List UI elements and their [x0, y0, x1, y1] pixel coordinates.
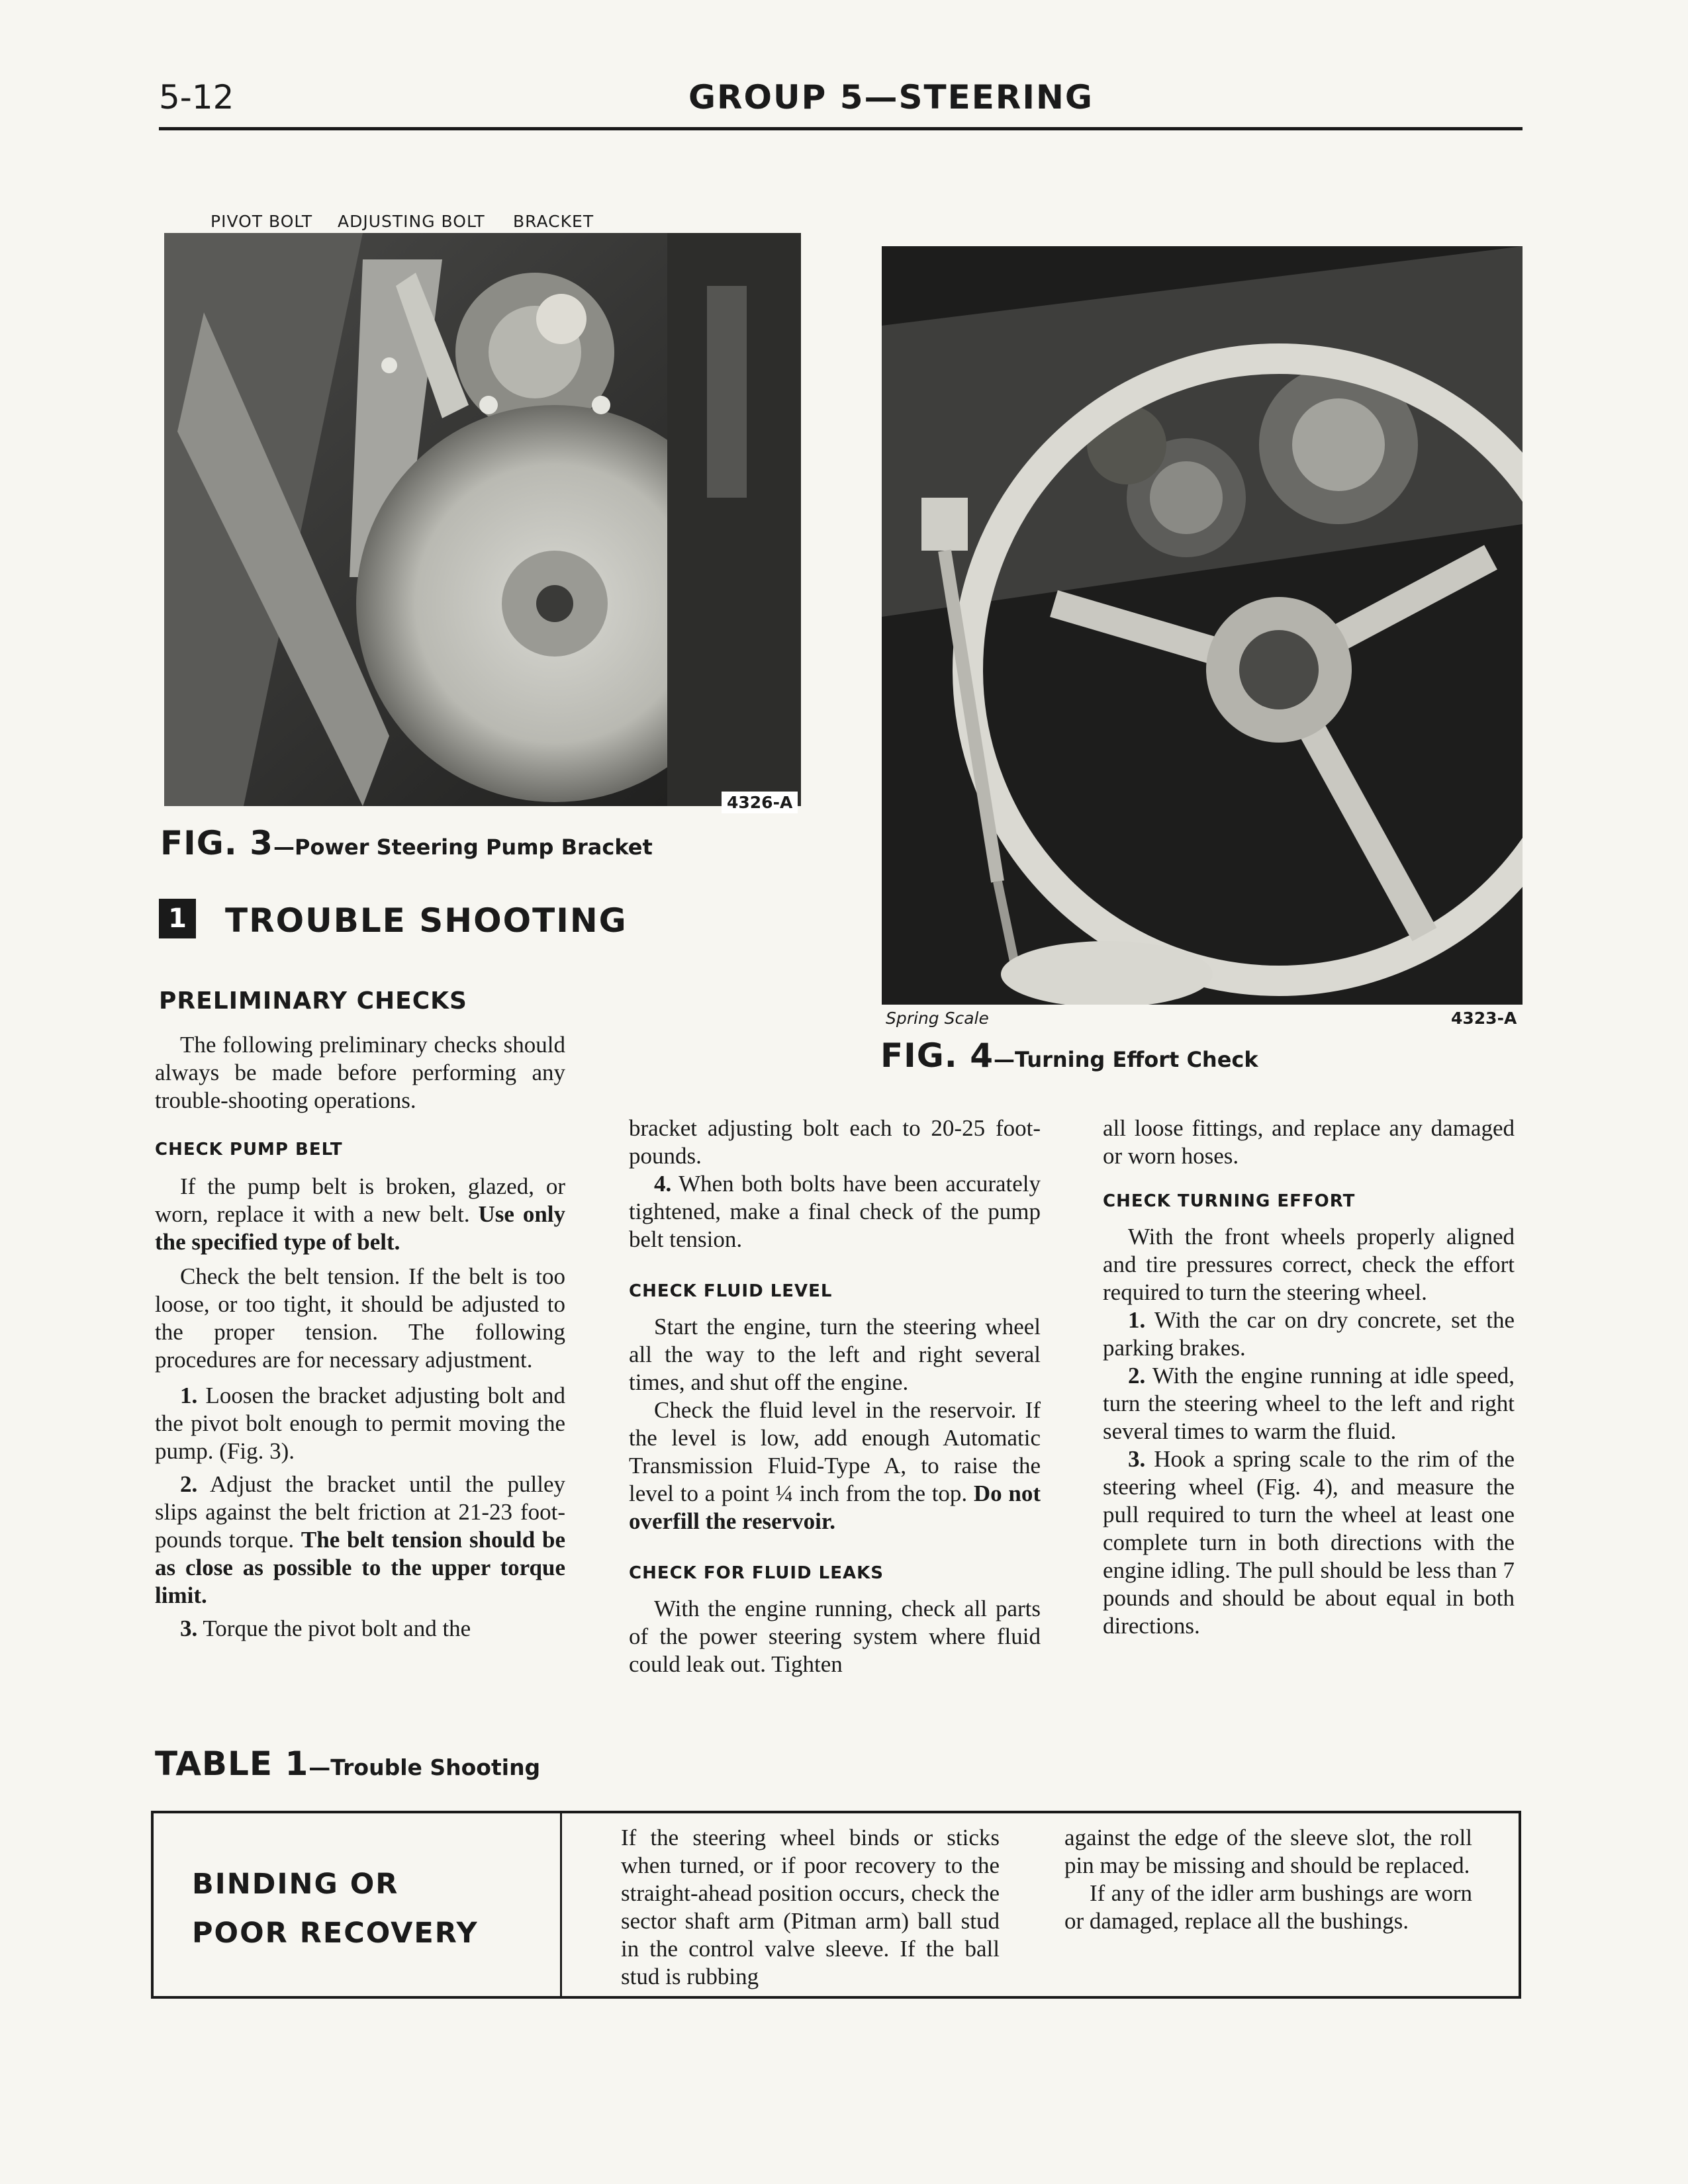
- table-cell-2: [1064, 1824, 1472, 1935]
- check-turning-effort-heading: CHECK TURNING EFFORT: [1103, 1191, 1356, 1211]
- callout-pivot-bolt: PIVOT BOLT: [211, 212, 313, 231]
- table-row-heading: [192, 1860, 479, 1958]
- table-cell-2-para-2: If any of the idler arm bushings are worn or damaged, replace all the bushings.: [1064, 1880, 1472, 1934]
- reservoir-emphasis: Do not overfill the reservoir.: [629, 1480, 1041, 1534]
- column-1-text: [155, 1031, 565, 1643]
- effort-step-1-text: With the car on dry concrete, set the parking brakes.: [1103, 1307, 1515, 1361]
- group-title: GROUP 5—STEERING: [688, 78, 1094, 116]
- check-fluid-level-heading: CHECK FLUID LEVEL: [629, 1281, 833, 1301]
- step-3-text: Torque the pivot bolt and the: [203, 1615, 471, 1641]
- step-2-paragraph: [155, 1471, 565, 1610]
- step-1-number: 1.: [180, 1383, 198, 1408]
- step-4-number: 4.: [654, 1171, 672, 1197]
- step-1-text: Loosen the bracket adjusting bolt and the pivot bolt enough to permit moving the pump. (Fig. 3).: [155, 1383, 565, 1464]
- step-1-paragraph: [155, 1382, 565, 1465]
- figure3-code: 4326-A: [722, 792, 798, 813]
- step-4-text: When both bolts have been accurately tightened, make a final check of the pump belt tension.: [629, 1171, 1041, 1252]
- callout-bracket: BRACKET: [513, 212, 594, 231]
- figure4-code: 4323-A: [1451, 1009, 1517, 1028]
- effort-step-2-text: With the engine running at idle speed, turn the steering wheel to the left and right several times to warm the fluid.: [1103, 1363, 1515, 1444]
- column-3-text: [1103, 1115, 1515, 1640]
- check-fluid-leaks-heading: CHECK FOR FLUID LEAKS: [629, 1563, 884, 1583]
- step-3-number: 3.: [180, 1615, 198, 1641]
- column-2-text: [629, 1115, 1041, 1678]
- step-3-paragraph: [155, 1615, 565, 1643]
- pump-belt-emphasis: Use only the specified type of belt.: [155, 1201, 566, 1255]
- step-2-number: 2.: [180, 1471, 198, 1497]
- figure3-title: —Power Steering Pump Bracket: [273, 835, 653, 860]
- belt-tension-paragraph: Check the belt tension. If the belt is too loose, or too tight, it should be adjusted to the proper tension. The following procedures are for necessary adjustment.: [155, 1263, 565, 1373]
- effort-step-2-number: 2.: [1128, 1363, 1146, 1388]
- fluid-leaks-paragraph: With the engine running, check all parts of the power steering system where fluid could leak out. Tighten: [629, 1596, 1041, 1677]
- table-column-divider: [560, 1811, 562, 1999]
- figure4-caption: [880, 1036, 1258, 1075]
- figure4-callout: Spring Scale: [886, 1009, 989, 1028]
- check-pump-belt-heading: CHECK PUMP BELT: [155, 1140, 343, 1160]
- pump-bracket-photo: [164, 233, 801, 806]
- header-rule: [159, 127, 1523, 130]
- table1-label: TABLE 1: [155, 1745, 309, 1783]
- reservoir-paragraph: [629, 1396, 1041, 1535]
- figure3-label: FIG. 3: [160, 824, 273, 862]
- figure4-title: —Turning Effort Check: [994, 1047, 1258, 1072]
- effort-step-1-number: 1.: [1128, 1307, 1146, 1333]
- fittings-continuation: all loose fittings, and replace any damaged or worn hoses.: [1103, 1115, 1515, 1169]
- preliminary-checks-heading: PRELIMINARY CHECKS: [159, 987, 467, 1015]
- row-heading-line-2: POOR RECOVERY: [192, 1917, 479, 1950]
- section-number-badge: 1: [159, 899, 196, 938]
- table-cell-1: If the steering wheel binds or sticks when turned, or if poor recovery to the straight-ahead position occurs, check the sector shaft arm (Pitman arm) ball stud in the control valve sleeve. If the ball stud is rubbing: [621, 1825, 1000, 1989]
- torque-continuation: bracket adjusting bolt each to 20-25 foot-pounds.: [629, 1115, 1041, 1169]
- figure4-label: FIG. 4: [880, 1036, 994, 1075]
- intro-paragraph: The following preliminary checks should always be made before performing any trouble-shooting operations.: [155, 1032, 565, 1113]
- figure3-caption: [160, 824, 653, 862]
- table1-caption: [155, 1745, 540, 1783]
- callout-adjusting-bolt: ADJUSTING BOLT: [338, 212, 485, 231]
- reservoir-text: Check the fluid level in the reservoir. If the level is low, add enough Automatic Transmission Fluid-Type A, to raise the level to a point ¼ inch from the top.: [629, 1397, 1041, 1506]
- step-2-emphasis: The belt tension should be as close as possible to the upper torque limit.: [155, 1527, 565, 1608]
- effort-step-3: [1103, 1445, 1515, 1640]
- fluid-level-paragraph: Start the engine, turn the steering wheel all the way to the left and right several times, and shut off the engine.: [629, 1314, 1041, 1395]
- step-2-text: Adjust the bracket until the pulley slips against the belt friction at 21-23 foot-pounds torque.: [155, 1471, 565, 1553]
- step-4-paragraph: [629, 1170, 1041, 1253]
- steering-wheel-photo: [882, 246, 1523, 1005]
- turning-effort-paragraph: With the front wheels properly aligned and tire pressures correct, check the effort required to turn the steering wheel.: [1103, 1224, 1515, 1305]
- section-title: TROUBLE SHOOTING: [225, 901, 628, 940]
- effort-step-2: [1103, 1362, 1515, 1445]
- page-number: 5-12: [159, 78, 234, 116]
- row-heading-line-1: BINDING OR: [192, 1868, 399, 1901]
- effort-step-3-number: 3.: [1128, 1446, 1146, 1472]
- table-cell-2-para-1: against the edge of the sleeve slot, the roll pin may be missing and should be replaced.: [1064, 1825, 1472, 1878]
- effort-step-1: [1103, 1306, 1515, 1362]
- effort-step-3-text: Hook a spring scale to the rim of the steering wheel (Fig. 4), and measure the pull required to turn the wheel at least one complete turn in both directions with the engine idling. The pull should be less than 7 pounds and should be about equal in both directions.: [1103, 1446, 1515, 1639]
- pump-belt-paragraph: [155, 1173, 565, 1256]
- pump-belt-text: If the pump belt is broken, glazed, or worn, replace it with a new belt.: [155, 1173, 565, 1227]
- table1-title: —Trouble Shooting: [308, 1754, 541, 1780]
